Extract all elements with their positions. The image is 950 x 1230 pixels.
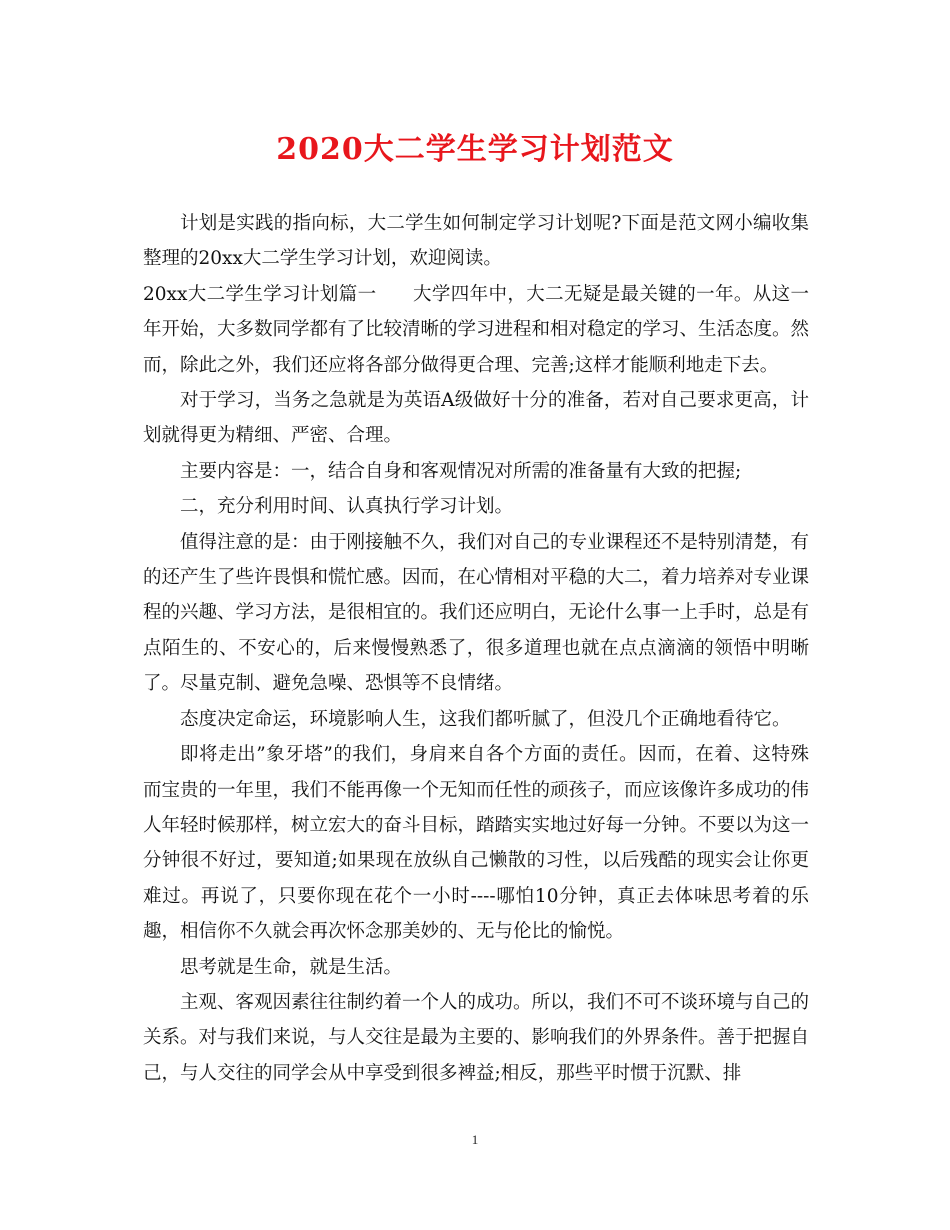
paragraph-4: 主要内容是：一，结合自身和客观情况对所需的准备量有大致的把握; bbox=[180, 460, 742, 482]
document-title: 2020大二学生学习计划范文 bbox=[276, 132, 674, 167]
paragraph-9: 思考就是生命，就是生活。 bbox=[180, 956, 403, 978]
paragraph-5: 二，充分利用时间、认真执行学习计划。 bbox=[180, 496, 514, 518]
paragraph-2-text: 大学四年中，大二无疑是最关键的一年。从这一年开始，大多数同学都有了比较清晰的学习进程和相对稳定的学习、生活态度。然而，除此之外，我们还应将各部分做得更合理、完善;这样才能顺利地走下去。 bbox=[143, 283, 810, 376]
paragraph-7: 态度决定命运，环境影响人生，这我们都听腻了，但没几个正确地看待它。 bbox=[180, 708, 791, 730]
document-body bbox=[143, 206, 809, 1091]
paragraph-8: 即将走出”象牙塔”的我们，身肩来自各个方面的责任。因而，在着、这特殊而宝贵的一年里，我们不能再像一个无知而任性的顽孩子，而应该像许多成功的伟人年轻时候那样，树立宏大的奋斗目标，踏踏实实地过好每一分钟。不要以为这一分钟很不好过，要知道;如果现在放纵自己懒散的习性，以后残酷的现实会让你更难过。再说了，只要你现在花个一小时----哪怕10分钟，真正去体味思考着的乐趣，相信你不久就会再次怀念那美妙的、无与伦比的愉悦。 bbox=[143, 744, 810, 943]
paragraph-1: 计划是实践的指向标，大二学生如何制定学习计划呢?下面是范文网小编收集整理的20xx大二学生学习计划，欢迎阅读。 bbox=[143, 213, 809, 270]
paragraph-2 bbox=[143, 277, 809, 383]
page-number: 1 bbox=[471, 1132, 479, 1147]
paragraph-3: 对于学习，当务之急就是为英语A级做好十分的准备，若对自己要求更高，计划就得更为精细、严密、合理。 bbox=[143, 390, 809, 447]
paragraph-10: 主观、客观因素往往制约着一个人的成功。所以，我们不可不谈环境与自己的关系。对与我们来说，与人交往是最为主要的、影响我们的外界条件。善于把握自己，与人交往的同学会从中享受到很多裨益;相反，那些平时惯于沉默、排 bbox=[143, 991, 810, 1084]
paragraph-6: 值得注意的是：由于刚接触不久，我们对自己的专业课程还不是特别清楚，有的还产生了些许畏惧和慌忙感。因而，在心情相对平稳的大二，着力培养对专业课程的兴趣、学习方法，是很相宜的。我们还应明白，无论什么事一上手时，总是有点陌生的、不安心的，后来慢慢熟悉了，很多道理也就在点点滴滴的领悟中明晰了。尽量克制、避免急噪、恐惧等不良情绪。 bbox=[143, 531, 810, 695]
section-heading: 20xx大二学生学习计划篇一 bbox=[143, 283, 377, 305]
